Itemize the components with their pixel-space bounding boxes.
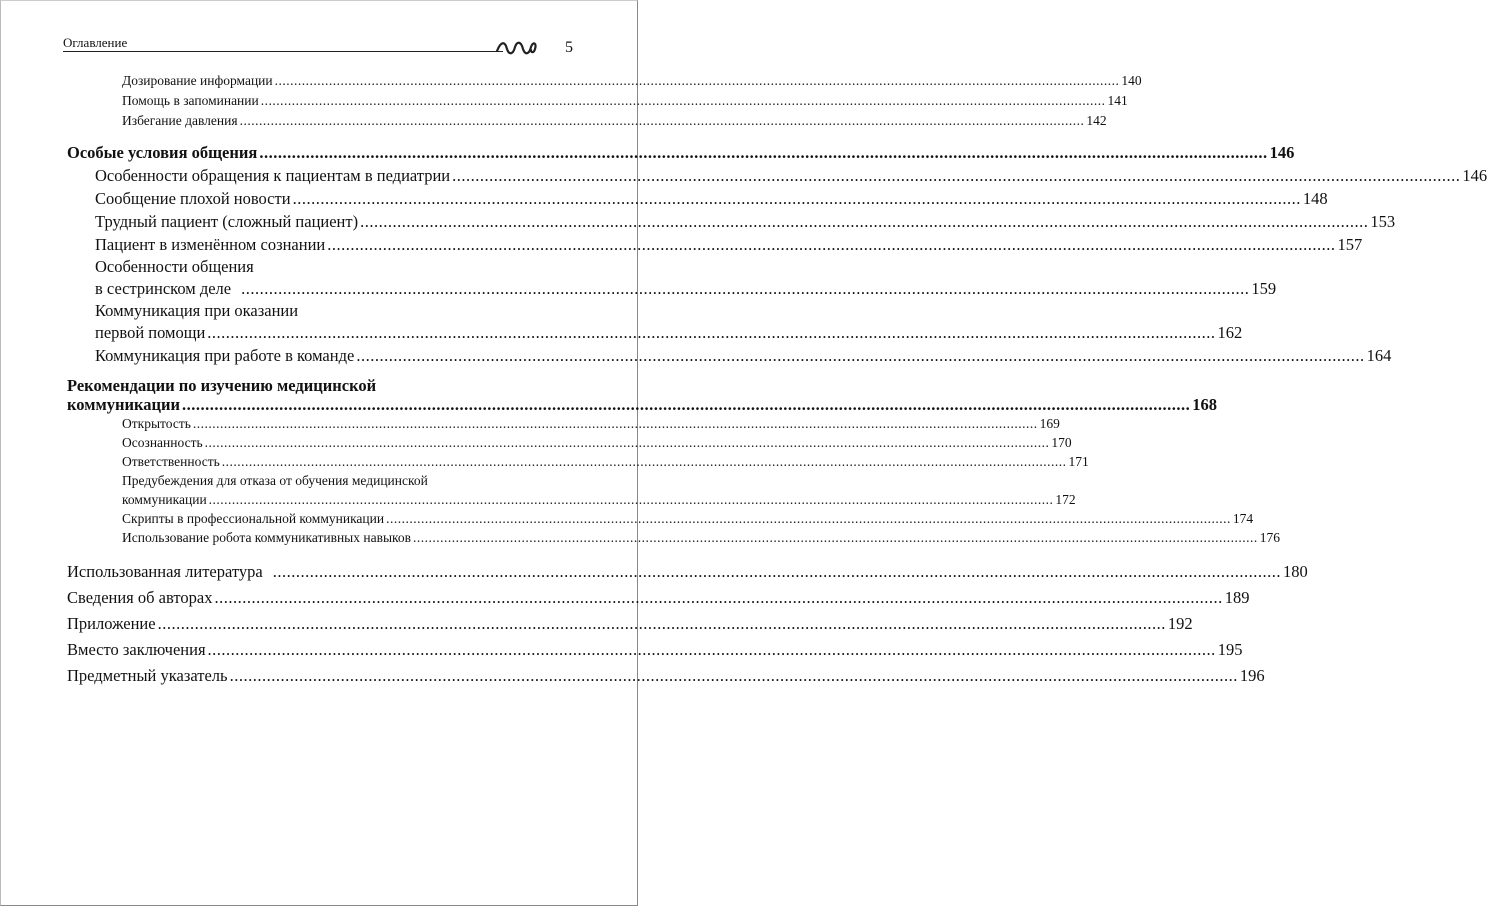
toc-chapter[interactable] bbox=[67, 637, 1243, 663]
toc-section-title: Особые условия общения bbox=[67, 143, 258, 162]
leader-dots bbox=[259, 141, 1267, 164]
toc-chapter[interactable] bbox=[67, 663, 1265, 689]
leader-dots bbox=[293, 187, 1301, 210]
toc-section-page: 168 bbox=[1192, 395, 1217, 414]
swirl-ornament-icon bbox=[495, 37, 543, 59]
toc-entry[interactable] bbox=[67, 111, 1107, 131]
toc-entry[interactable] bbox=[67, 471, 1076, 509]
toc-entry-title: Ответственность bbox=[122, 454, 220, 469]
toc-chapter-title: Вместо заключения bbox=[67, 640, 206, 659]
leader-dots bbox=[356, 344, 1364, 367]
leader-dots bbox=[273, 559, 1281, 585]
leader-dots bbox=[327, 233, 1335, 256]
toc-section[interactable] bbox=[67, 376, 1217, 414]
toc-entry[interactable] bbox=[67, 300, 1243, 344]
toc-chapter-page: 180 bbox=[1282, 562, 1308, 581]
leader-dots bbox=[209, 490, 1054, 509]
toc-entry[interactable] bbox=[67, 509, 1254, 528]
toc-entry[interactable] bbox=[67, 91, 1128, 111]
toc-entry-page: 146 bbox=[1462, 166, 1487, 185]
toc-entry-title: Трудный пациент (сложный пациент) bbox=[95, 212, 359, 231]
toc-entry-title: Особенности обращения к пациентам в педиатрии bbox=[95, 166, 451, 185]
page-number: 5 bbox=[565, 39, 573, 56]
toc-section-title: Рекомендации по изучению медицинской bbox=[67, 376, 377, 395]
leader-dots bbox=[275, 71, 1120, 91]
toc-entry-title: Коммуникация при оказании bbox=[95, 301, 299, 320]
toc-entry[interactable] bbox=[67, 528, 1281, 547]
toc-chapter[interactable] bbox=[67, 559, 1308, 585]
running-header bbox=[63, 33, 573, 56]
toc-chapter-page: 192 bbox=[1167, 614, 1193, 633]
leader-dots bbox=[452, 164, 1460, 187]
toc-entry[interactable] bbox=[67, 344, 1392, 367]
toc-entry-title: Дозирование информации bbox=[122, 73, 273, 88]
leader-dots bbox=[193, 414, 1038, 433]
header-title: Оглавление bbox=[63, 35, 128, 50]
toc-chapter-title: Приложение bbox=[67, 614, 156, 633]
toc-entry-title: Осознанность bbox=[122, 435, 203, 450]
toc-entry-page: 140 bbox=[1121, 73, 1142, 88]
leader-dots bbox=[360, 210, 1368, 233]
leader-dots bbox=[205, 433, 1050, 452]
toc-entry-title: Открытость bbox=[122, 416, 191, 431]
toc-entry-page: 162 bbox=[1217, 323, 1243, 342]
leader-dots bbox=[222, 452, 1067, 471]
leader-dots bbox=[208, 637, 1216, 663]
leader-dots bbox=[214, 585, 1222, 611]
header-rule bbox=[63, 51, 503, 52]
toc-entry-page: 141 bbox=[1107, 93, 1128, 108]
toc-entry[interactable] bbox=[67, 187, 1328, 210]
toc-chapter[interactable] bbox=[67, 585, 1250, 611]
toc-entry[interactable] bbox=[67, 256, 1277, 300]
leader-dots bbox=[240, 111, 1085, 131]
leader-dots bbox=[261, 91, 1106, 111]
toc-chapter-title: Предметный указатель bbox=[67, 666, 228, 685]
toc-entry-page: 142 bbox=[1086, 113, 1107, 128]
toc-entry[interactable] bbox=[67, 233, 1363, 256]
toc-chapter-page: 189 bbox=[1224, 588, 1250, 607]
toc-chapter-page: 195 bbox=[1217, 640, 1243, 659]
toc-entry-title-cont: в сестринском деле bbox=[95, 279, 232, 298]
toc-entry[interactable] bbox=[67, 164, 1487, 187]
toc-entry-title: Предубеждения для отказа от обучения медицинской bbox=[122, 473, 428, 488]
toc-entry-page: 172 bbox=[1055, 492, 1076, 507]
toc-entry-title: Коммуникация при работе в команде bbox=[95, 346, 355, 365]
toc-entry-page: 169 bbox=[1039, 416, 1060, 431]
toc-entry-page: 148 bbox=[1302, 189, 1328, 208]
toc-entry-title: Помощь в запоминании bbox=[122, 93, 259, 108]
toc-entry[interactable] bbox=[67, 452, 1089, 471]
leader-dots bbox=[386, 509, 1231, 528]
toc-entry-title: Скрипты в профессиональной коммуникации bbox=[122, 511, 385, 526]
toc-entry[interactable] bbox=[67, 210, 1396, 233]
toc-entry-title: Пациент в изменённом сознании bbox=[95, 235, 326, 254]
toc-chapter-page: 196 bbox=[1239, 666, 1265, 685]
toc-entry-page: 171 bbox=[1068, 454, 1089, 469]
toc-entry[interactable] bbox=[67, 71, 1142, 91]
toc-section[interactable] bbox=[67, 141, 1295, 164]
toc-entry-title: Избегание давления bbox=[122, 113, 238, 128]
toc-entry-title-cont: первой помощи bbox=[95, 323, 206, 342]
table-of-contents bbox=[67, 71, 1487, 689]
toc-entry-title: Использование робота коммуникативных навыков bbox=[122, 530, 412, 545]
toc-entry-page: 157 bbox=[1337, 235, 1363, 254]
leader-dots bbox=[413, 528, 1258, 547]
toc-entry-page: 164 bbox=[1366, 346, 1392, 365]
toc-section-page: 146 bbox=[1269, 143, 1295, 162]
toc-section-title-cont: коммуникации bbox=[67, 395, 180, 414]
leader-dots bbox=[182, 395, 1190, 414]
toc-entry-title: Особенности общения bbox=[95, 257, 254, 276]
toc-entry-title-cont: коммуникации bbox=[122, 492, 207, 507]
leader-dots bbox=[241, 278, 1249, 300]
leader-dots bbox=[207, 322, 1215, 344]
toc-chapter[interactable] bbox=[67, 611, 1193, 637]
toc-entry-page: 174 bbox=[1232, 511, 1254, 526]
toc-entry-page: 159 bbox=[1251, 279, 1277, 298]
toc-entry-title: Сообщение плохой новости bbox=[95, 189, 291, 208]
toc-entry-page: 153 bbox=[1370, 212, 1396, 231]
toc-chapter-title: Использованная литература bbox=[67, 562, 263, 581]
toc-entry[interactable] bbox=[67, 433, 1072, 452]
toc-entry-page: 170 bbox=[1051, 435, 1072, 450]
toc-entry-page: 176 bbox=[1259, 530, 1281, 545]
toc-chapter-title: Сведения об авторах bbox=[67, 588, 213, 607]
leader-dots bbox=[158, 611, 1166, 637]
toc-entry[interactable] bbox=[67, 414, 1060, 433]
leader-dots bbox=[230, 663, 1238, 689]
